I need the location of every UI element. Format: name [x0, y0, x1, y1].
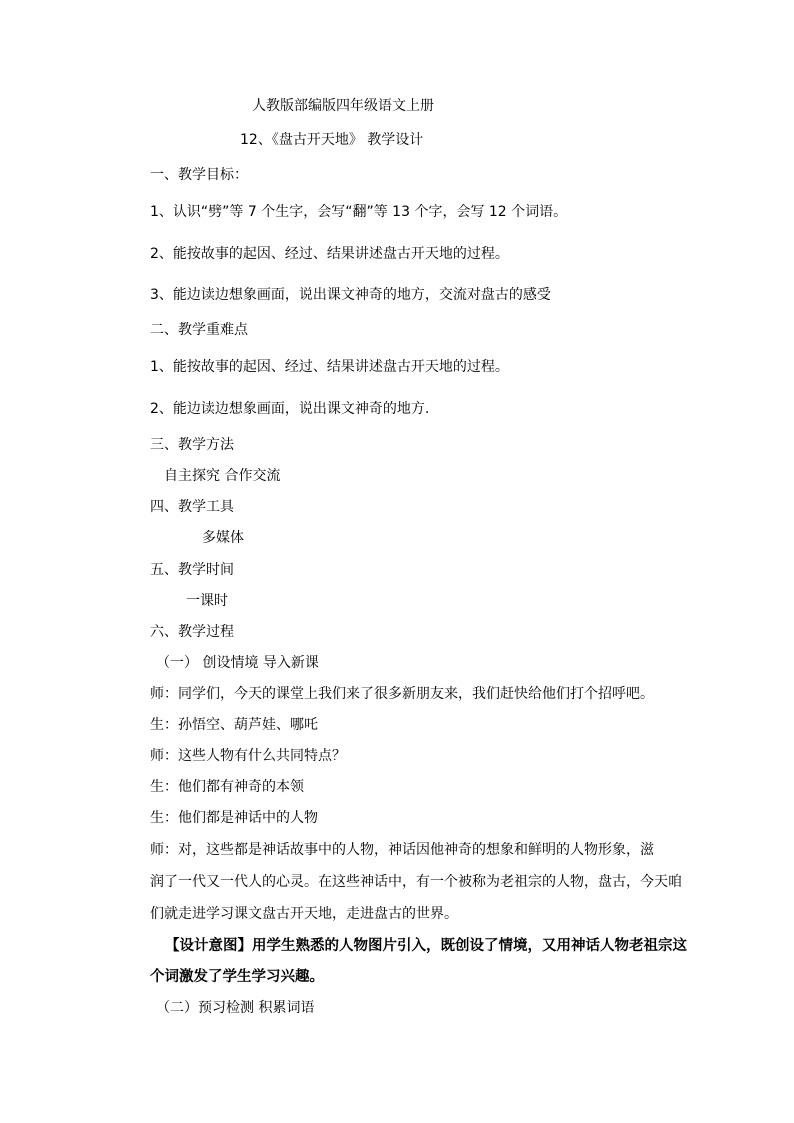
doc-title: 12、《盘古开天地》 教学设计 [240, 132, 424, 148]
dialogue-line: 生：孙悟空、葫芦娃、哪吒 [150, 717, 318, 733]
key-item: 2、能边读边想象画面，说出课文神奇的地方. [150, 401, 430, 417]
goal-item: 1、认识“劈”等 7 个生字，会写“翻”等 13 个字，会写 12 个词语。 [150, 204, 568, 220]
design-intent-line: 个词激发了学生学习兴趣。 [150, 969, 324, 985]
key-item: 1、能按故事的起因、经过、结果讲述盘古开天地的过程。 [150, 359, 509, 375]
process-heading: 六、教学过程 [150, 624, 234, 640]
goal-item: 3、能边读边想象画面，说出课文神奇的地方，交流对盘古的感受 [150, 287, 551, 303]
key-heading: 二、教学重难点 [150, 322, 248, 338]
tools-value: 多媒体 [202, 530, 244, 546]
teacher-paragraph-line: 润了一代又一代人的心灵。在这些神话中，有一个被称为老祖宗的人物，盘古，今天咱 [150, 874, 682, 890]
doc-subtitle: 人教版部编版四年级语文上册 [252, 98, 434, 114]
dialogue-line: 生：他们都是神话中的人物 [150, 810, 318, 826]
step1-heading: （一） 创设情境 导入新课 [156, 655, 319, 671]
step2-heading: （二）预习检测 积累词语 [156, 1000, 315, 1016]
method-value: 自主探究 合作交流 [164, 468, 281, 484]
time-heading: 五、教学时间 [150, 562, 234, 578]
method-heading: 三、教学方法 [150, 437, 234, 453]
goals-heading: 一、教学目标： [150, 167, 248, 183]
goal-item: 2、能按故事的起因、经过、结果讲述盘古开天地的过程。 [150, 246, 509, 262]
tools-heading: 四、教学工具 [150, 499, 234, 515]
dialogue-line: 师：同学们，今天的课堂上我们来了很多新朋友来，我们赶快给他们打个招呼吧。 [150, 686, 654, 702]
dialogue-line: 师：这些人物有什么共同特点？ [150, 748, 346, 764]
dialogue-line: 生：他们都有神奇的本领 [150, 779, 304, 795]
teacher-paragraph-line: 师：对，这些都是神话故事中的人物，神话因他神奇的想象和鲜明的人物形象，滋 [150, 842, 654, 858]
teacher-paragraph-line: 们就走进学习课文盘古开天地，走进盘古的世界。 [150, 906, 458, 922]
time-value: 一课时 [186, 593, 228, 609]
design-intent-line: 【设计意图】用学生熟悉的人物图片引入，既创设了情境，又用神话人物老祖宗这 [165, 938, 687, 954]
